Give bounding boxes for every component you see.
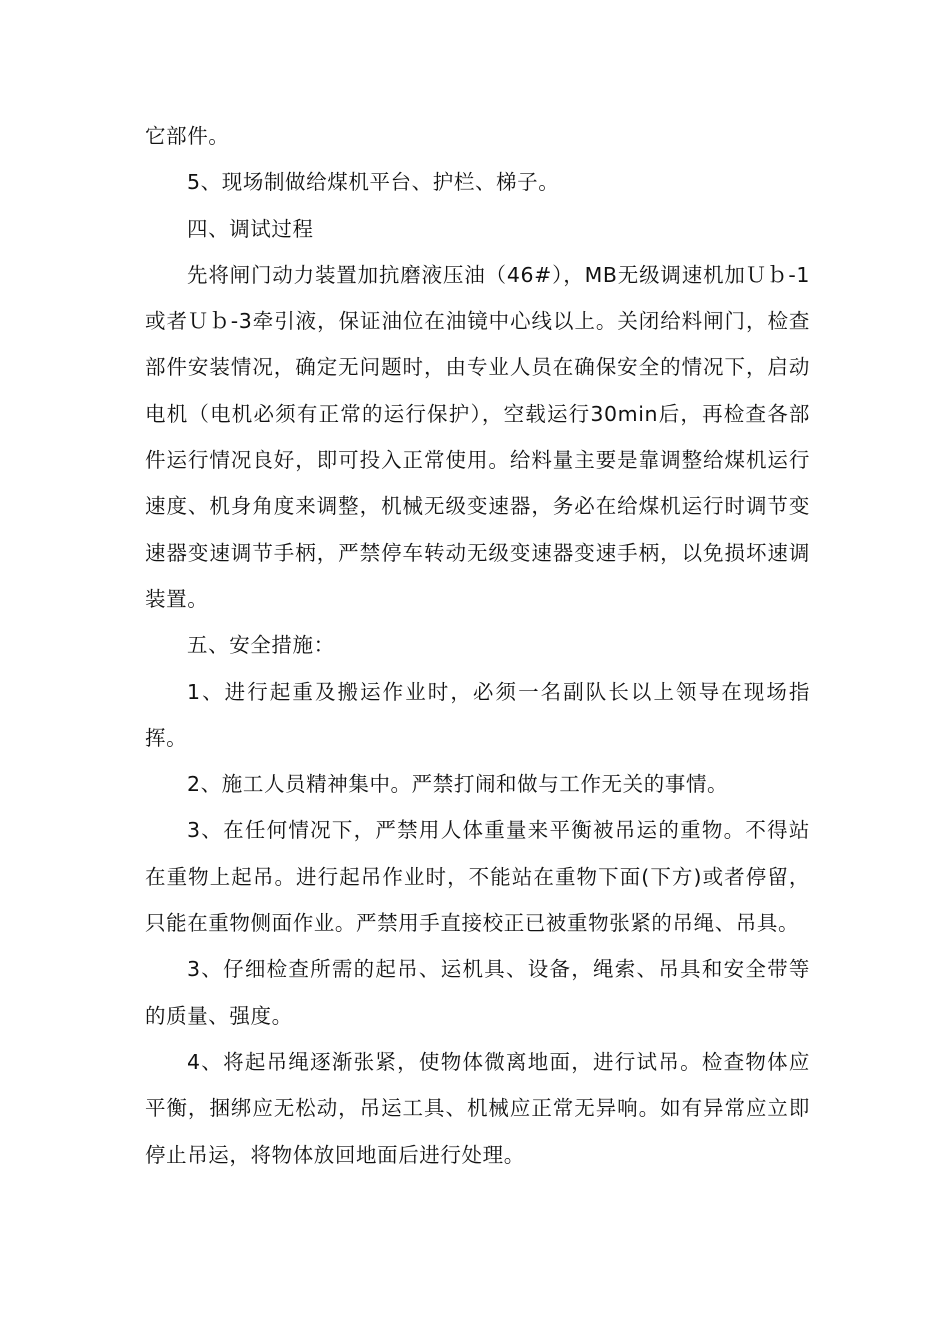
paragraph-safety-4: 4、将起吊绳逐渐张紧，使物体微离地面，进行试吊。检查物体应平衡，捆绑应无松动，吊运工具、机械应正常无异响。如有异常应立即停止吊运，将物体放回地面后进行处理。: [145, 1049, 810, 1167]
paragraph-safety-2: 2、施工人员精神集中。严禁打闹和做与工作无关的事情。: [187, 772, 729, 797]
paragraph-safety-1: 1、进行起重及搬运作业时，必须一名副队长以上领导在现场指挥。: [145, 679, 810, 750]
paragraph-safety-3a: 3、在任何情况下，严禁用人体重量来平衡被吊运的重物。不得站在重物上起吊。进行起吊作业时，不能站在重物下面(下方)或者停留，只能在重物侧面作业。严禁用手直接校正已被重物张紧的吊绳、吊具。: [145, 818, 810, 936]
paragraph-safety-3b: 3、仔细检查所需的起吊、运机具、设备，绳索、吊具和安全带等的质量、强度。: [145, 957, 810, 1028]
section-heading-safety: 五、安全措施：: [187, 633, 335, 658]
paragraph-continuation: 它部件。: [145, 124, 230, 148]
paragraph-item-5: 5、现场制做给煤机平台、护栏、梯子。: [187, 170, 560, 195]
paragraph-debugging-process: 先将闸门动力装置加抗磨液压油（46#），MB无级调速机加Ｕｂ-1或者Ｕｂ-3牵引液，保证油位在油镜中心线以上。关闭给料闸门，检查部件安装情况，确定无问题时，由专业人员在确保安全的情况下，启动电机（电机必须有正常的运行保护），空载运行30min后，再检查各部件运行情况良好，即可投入正常使用。给料量主要是靠调整给煤机运行速度、机身角度来调整，机械无级变速器，务必在给煤机运行时调节变速器变速调节手柄，严禁停车转动无级变速器变速手柄，以免损坏速调装置。: [145, 262, 810, 611]
document-body: [145, 113, 810, 1178]
section-heading-debugging: 四、调试过程: [187, 216, 314, 241]
